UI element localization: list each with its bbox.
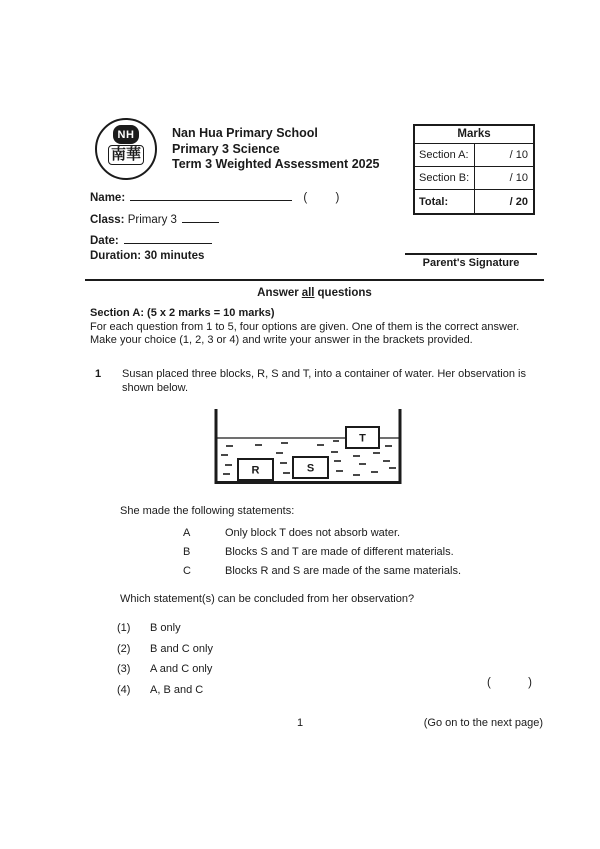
school-logo <box>95 118 157 180</box>
block-r-label: R <box>251 464 260 477</box>
signature-block <box>405 253 537 269</box>
marks-row-section-a <box>415 144 533 167</box>
water-container-diagram <box>213 408 403 487</box>
answer-post: questions <box>317 287 372 299</box>
section-a-heading: Section A: (5 x 2 marks = 10 marks) <box>90 307 275 319</box>
question-number: 1 <box>95 368 102 380</box>
marks-label: Section B: <box>415 167 475 189</box>
answer-pre: Answer <box>257 287 299 299</box>
continue-note: (Go on to the next page) <box>423 717 543 729</box>
marks-value: / 10 <box>509 172 528 184</box>
bracket-open: ( <box>303 192 308 204</box>
header-text-block <box>172 126 380 173</box>
marks-table <box>413 124 535 215</box>
duration-value: 30 minutes <box>144 250 205 262</box>
option-number: (2) <box>117 642 131 655</box>
options-list <box>117 622 213 704</box>
name-label: Name: <box>90 192 126 204</box>
marks-row-total <box>415 190 533 213</box>
option-text: A and C only <box>150 663 213 675</box>
option-number: (4) <box>117 683 131 696</box>
option-number: (3) <box>117 663 131 675</box>
name-blank-line <box>130 189 292 201</box>
class-blank-line <box>182 211 219 223</box>
statement-label: A <box>183 527 191 539</box>
logo-monogram-icon: NH <box>113 125 139 144</box>
page-number: 1 <box>297 717 304 729</box>
statement-label: C <box>183 565 191 577</box>
marks-table-title: Marks <box>415 126 533 144</box>
bracket-close: ) <box>528 677 532 689</box>
logo-chinese-name: 南華 <box>108 145 144 165</box>
question-1 <box>95 367 554 395</box>
question-text: Susan placed three blocks, R, S and T, into a container of water. Her observation is shown below. <box>122 368 526 394</box>
block-t-label: T <box>359 432 366 445</box>
option-number: (1) <box>117 622 131 634</box>
header-divider <box>85 279 544 281</box>
duration-line <box>90 250 204 262</box>
statement-text: Blocks R and S are made of the same materials. <box>225 565 461 577</box>
question-prompt: Which statement(s) can be concluded from her observation? <box>120 593 415 605</box>
statement-a <box>183 527 461 539</box>
signature-label: Parent's Signature <box>422 257 520 269</box>
date-line <box>90 232 212 247</box>
instruction-line-2: Make your choice (1, 2, 3 or 4) and write your answer in the brackets provided. <box>90 334 473 346</box>
option-text: B and C only <box>150 642 213 655</box>
marks-label: Section A: <box>415 144 475 166</box>
statements-intro: She made the following statements: <box>120 505 295 517</box>
marks-value: / 20 <box>509 195 528 208</box>
statement-b <box>183 546 461 558</box>
block-s-label: S <box>306 462 315 475</box>
class-value: Primary 3 <box>127 214 177 226</box>
exam-title: Term 3 Weighted Assessment 2025 <box>172 157 380 171</box>
answer-brackets <box>487 677 532 689</box>
bracket-close: ) <box>335 192 340 204</box>
level-subject: Primary 3 Science <box>172 141 280 156</box>
index-brackets <box>303 192 339 204</box>
statement-text: Only block T does not absorb water. <box>225 527 401 539</box>
option-text: A, B and C <box>150 683 204 696</box>
option-text: B only <box>150 622 181 634</box>
statements-list <box>183 527 461 584</box>
school-name: Nan Hua Primary School <box>172 126 318 140</box>
answer-all-heading <box>85 287 544 299</box>
name-line <box>90 189 339 204</box>
date-label: Date: <box>90 235 119 247</box>
instruction-line-1: For each question from 1 to 5, four options are given. One of them is the correct answer. <box>90 320 520 333</box>
option-3 <box>117 663 213 675</box>
statement-c <box>183 565 461 577</box>
answer-emph: all <box>301 287 315 299</box>
marks-value: / 10 <box>509 149 528 161</box>
option-1 <box>117 622 213 634</box>
bracket-open: ( <box>487 677 491 689</box>
option-4 <box>117 684 213 696</box>
class-line <box>90 211 219 226</box>
duration-label: Duration: <box>90 250 142 262</box>
marks-row-section-b <box>415 167 533 190</box>
date-blank-line <box>124 232 212 244</box>
marks-label: Total: <box>415 190 475 213</box>
statement-text: Blocks S and T are made of different materials. <box>225 546 454 558</box>
statement-label: B <box>183 546 191 558</box>
class-label: Class: <box>90 214 125 226</box>
option-2 <box>117 643 213 655</box>
section-a-instructions <box>90 307 550 348</box>
